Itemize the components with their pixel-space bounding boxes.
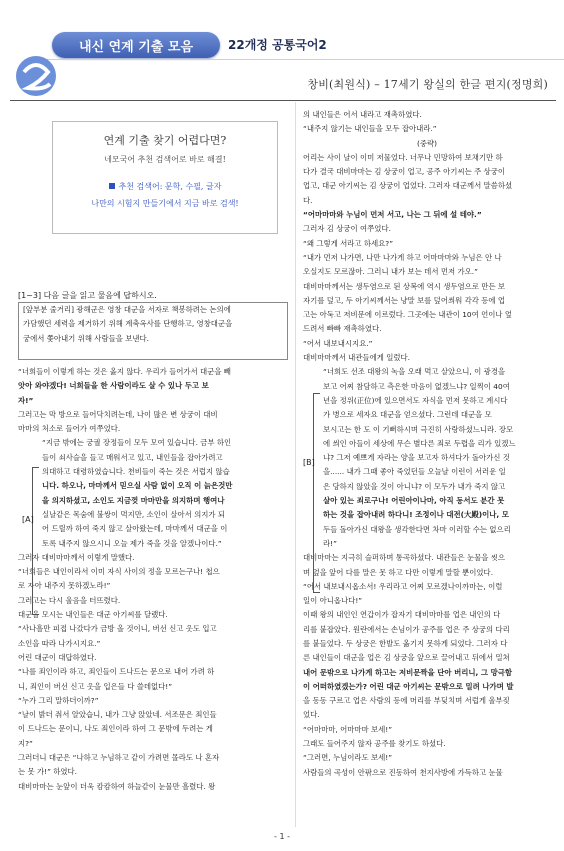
text-line: 그러고는 막 방으로 들어닥치려는데, 나이 많은 변 상궁이 대비	[18, 409, 218, 419]
text-line: 업고, 대군 아기씨는 김 상궁이 업었다. 그러자 대군께서 말씀하셨	[303, 181, 513, 191]
text-line: 냐? 그저 예쁘게 자라는 양을 보고자 하셔다가 돌아가신 것	[323, 453, 510, 463]
text-line: 소인을 따라 나가시지요.”	[18, 638, 101, 648]
text-line: 어린 대군이 대답하였다.	[18, 652, 97, 662]
text-line: “내주지 않기는 내인들을 모두 잡아내라.”	[303, 124, 437, 134]
text-line: 다.	[303, 195, 313, 205]
text-line: 지?”	[18, 738, 33, 748]
text-line: “너희들이 이렇게 하는 것은 옳지 않다. 우리가 들어가서 대군을 빼	[18, 367, 231, 376]
text-line: 보시고는 한 도 이 기뻐하시며 극진히 사랑하셨느니라. 장모	[323, 424, 514, 434]
text-line: 리를 붙잡았다. 원란에서는 손님이가 공주를 업은 주 상궁의 다리	[303, 624, 510, 634]
text-line: 를 붙들었다. 두 상궁은 한발도 옮기지 못하게 되었다. 그러자 다	[303, 638, 508, 648]
bracket-a	[32, 467, 39, 615]
square-bullet-icon	[109, 183, 115, 189]
page-number: - 1 -	[274, 832, 290, 841]
text-line: 그러자 대비마마께서 이렇게 말했다.	[18, 552, 135, 562]
promo-box	[52, 121, 278, 234]
text-line: 그러고는 다시 울음을 터뜨렸다.	[18, 595, 121, 605]
text-line: 의대하고 대령하였습니다. 천비들이 죽는 것은 서럽지 않습	[42, 467, 230, 477]
text-line: 니, 죄인이 버선 신고 옷을 입은들 다 쓸데없다!”	[18, 681, 173, 691]
question-instruction: [1~3] 다음 글을 읽고 물음에 답하시오.	[18, 291, 157, 300]
text-line: “왜 그렇게 서라고 하세요?”	[303, 238, 394, 248]
text-line: “어마마마, 어마마마 보세!”	[303, 724, 393, 734]
text-line: 드려서 빠빠 재촉하였다.	[303, 324, 382, 334]
text-line: 하는 것을 잡아내려 하다니! 조정이나 대전(大殿)이나, 모	[323, 510, 509, 520]
text-line: 다가 결국 대비마마는 김 상궁이 업고, 공주 아기씨는 주 상궁이	[303, 167, 505, 177]
text-line: 가 병으로 세자요 대군을 얻으셨다. 그런데 대군을 모	[323, 410, 492, 420]
text-line: 은 당하지 않았을 것이 아니냐? 이 모두가 내가 죽지 않고	[323, 481, 506, 491]
text-line: 내어 문밖으로 나가게 하고는 저비문짝을 단아 버리니, 그 망극함	[303, 667, 513, 677]
summary-line: 궁에서 쫓아내기 위해 사람들을 보낸다.	[23, 333, 149, 343]
promo-search-text: 추천 검색어: 문학, 수필, 글자	[118, 182, 222, 191]
text-line: 대비마마는 눈앞이 더욱 캄캄하여 하늘같이 눈물만 흘렸다. 왕	[18, 781, 216, 791]
text-line: “어서 내보내시옵소서! 우리라고 어찌 모르겠나이까마는, 이럴	[303, 581, 503, 591]
text-line: 그래도 들어주지 않자 공주를 찾기도 하셨다.	[303, 739, 446, 749]
text-line: 보고 어찌 참담하고 측은한 마음이 없겠느냐? 일찍이 40여	[323, 381, 510, 391]
label-b: [B]	[303, 458, 315, 467]
brand-swirl-icon	[14, 50, 58, 102]
text-line: 자!”	[18, 395, 34, 405]
series-title-pill: 내신 연계 기출 모음	[52, 32, 220, 58]
text-line: 고는 아둑고 저비문에 이르렀다. 그곳에는 내관이 10여 언이나 엎	[303, 310, 513, 320]
course-title: 22개정 공통국어2	[228, 38, 327, 52]
text-line: “나를 죄인이라 하고, 죄인들이 드나드는 문으로 내어 가려 하	[18, 667, 215, 677]
text-line: 을 의지하셨고, 소인도 지금껏 마마만을 의지하며 행여나	[42, 495, 225, 505]
text-line: 오실지도 모르잖아. 그러니 내가 보는 데서 먼저 가오.”	[303, 267, 478, 277]
text-line: 일이 아니옵나다!”	[303, 596, 363, 606]
text-line: 대비마마께서는 생두염으로 된 상복에 역시 생두염으로 만든 보	[303, 281, 506, 291]
text-line: “사나흘만 피접 나갔다가 금방 올 것이니, 버선 신고 옷도 입고	[18, 624, 217, 634]
text-line: 실날같은 목숨에 불쌍이 먹지만, 소인이 살아서 의지가 되	[42, 509, 226, 519]
promo-search	[53, 181, 277, 192]
text-line: 이 어떠하였겠는가? 어린 대군 아기씨는 문밖으로 밀려 나가며 발	[303, 681, 514, 691]
text-line: 의 내인들은 어서 내라고 재촉하였다.	[303, 110, 422, 119]
text-line: 들이 쇠사슬을 들고 매워서고 있고, 내인들을 잡아가려고	[42, 452, 223, 462]
bracket-b	[313, 393, 320, 593]
text-line: 그러자 김 상궁이 여쭈었다.	[303, 224, 391, 234]
text-line: “지금 밖에는 궁궐 장정들이 모두 모여 있습니다. 금부 하인	[42, 438, 232, 448]
text-line: 로 자아 내주지 못하겠노라!”	[18, 581, 111, 591]
text-line: 른 내인들이 대군을 업은 김 상궁을 앞으로 끌어내고 뒤에서 밀쳐	[303, 653, 510, 663]
text-line: 그러더니 대군은 “나하고 누님하고 같이 가려면 몰라도 나 혼자	[18, 753, 220, 763]
text-line: 두들 돌아가신 대왕을 생각한다면 차마 이러할 수는 없으리	[323, 524, 511, 534]
text-line: 토록 내주지 않으시니 오늘 제가 죽을 것을 알겠나이다.”	[42, 538, 222, 548]
text-line: “누가 그리 말하더이까?”	[18, 695, 99, 705]
text-line: 대비마마는 지극히 슬퍼하며 통곡하셨다. 내관들은 눈물을 씻으	[303, 553, 506, 563]
text-line: 어리는 사이 날이 이미 저물었다. 너무나 민망하여 보채기만 하	[303, 152, 503, 162]
text-line: “너희들은 내인이라서 이미 자식 사이의 정을 모르는구나! 첩으	[18, 567, 220, 577]
summary-line: [앞부분 줄거리] 광해군은 영창 대군을 서자로 책봉하려는 논의에	[23, 305, 231, 314]
promo-description: 나만의 시험지 만들기에서 지금 바로 검색!	[91, 199, 239, 208]
text-line: “날이 밝더 줘서 알았습니, 내가 그냥 앉았네. 서조문은 죄인들	[18, 710, 217, 720]
text-line: 는 못 가!” 하였다.	[18, 767, 78, 777]
text-line: 년을 정위(正位)에 있으면서도 자식을 먼저 못하고 계시다	[323, 395, 508, 405]
text-line: “어마마마와 누님이 먼저 서고, 나는 그 뒤에 설 테야.”	[303, 210, 482, 220]
text-line: (중략)	[416, 138, 438, 148]
text-line: 이 드나드는 문이니, 나도 죄인이라 하여 그 문밖에 두려는 게	[18, 724, 213, 734]
text-line: 앗아 와야겠다! 너희들을 한 사람이라도 살 수 있나 두고 보	[18, 381, 209, 391]
promo-title: 연계 기출 찾기 어렵다면?	[103, 134, 227, 147]
text-line: 마마의 처소로 들어가 여쭈었다.	[18, 424, 121, 434]
left-column-text	[18, 365, 284, 794]
promo-subtitle: 네모국어 추천 검색어로 바로 해결!	[104, 155, 226, 164]
text-line: 니다. 하오나, 마마께서 믿으실 사람 없이 오직 이 늙은것만	[42, 481, 233, 491]
text-line: 이때 왕의 내인인 연갑이가 잡자기 대비마마를 업은 내인의 다	[303, 610, 501, 620]
text-line: 었다.	[303, 710, 320, 720]
text-line: 대비마마께서 내관들에게 일렀다.	[303, 353, 411, 363]
text-line: “어서 내보내시지요.”	[303, 338, 373, 348]
text-line: 자기를 덮고, 두 아기씨께서는 냥말 보를 덮어씌워 각각 등에 업	[303, 295, 505, 305]
text-line: 대군을 모시는 내인들은 대군 아기씨를 달랬다.	[18, 610, 168, 620]
page-subtitle: 창비(최원식) – 17세기 왕실의 한글 편지(정명희)	[307, 78, 548, 91]
summary-box	[18, 302, 288, 360]
title-rule	[10, 100, 556, 101]
text-line: 살아 있는 죄로구나! 어린아이나마, 아직 동서도 분간 못	[323, 496, 505, 506]
text-line: 며 엎을 앞어 다를 말은 못 하고 다만 이렇게 말할 뿐이었다.	[303, 567, 494, 577]
text-line: 에 씌인 아들이 세상에 무슨 별다른 죄로 두렵을 리가 있겠느	[323, 438, 516, 448]
header-divider	[38, 59, 564, 60]
column-divider	[295, 102, 296, 827]
text-line: 을 동동 구르고 업은 사람의 등에 머리를 부딪치며 서럽게 울부짖	[303, 696, 510, 706]
text-line: 라!”	[323, 538, 337, 548]
text-line: “너희도 선조 대왕의 녹을 오래 먹고 살았으니, 이 광경을	[323, 367, 506, 377]
right-column-text	[303, 108, 551, 780]
text-line: “내가 먼저 나가면, 나만 나가게 하고 어마마마와 누님은 안 나	[303, 252, 502, 262]
text-line: 어 드릴까 하여 죽지 않고 살아왔는데, 마마께서 대군을 이	[42, 524, 228, 534]
text-line: 사람들의 곡성이 안팎으로 진동하여 천지사방에 가득하고 눈물	[303, 767, 503, 777]
label-a: [A]	[22, 515, 34, 524]
text-line: “그러면, 누님이라도 보세!”	[303, 753, 393, 763]
summary-line: 가담했던 세력을 제거하기 위해 계축옥사를 단행하고, 영창대군을	[23, 319, 233, 329]
text-line: 을...... 내가 그때 좋아 죽었던들 오늘날 이런이 서러운 일	[323, 467, 506, 477]
